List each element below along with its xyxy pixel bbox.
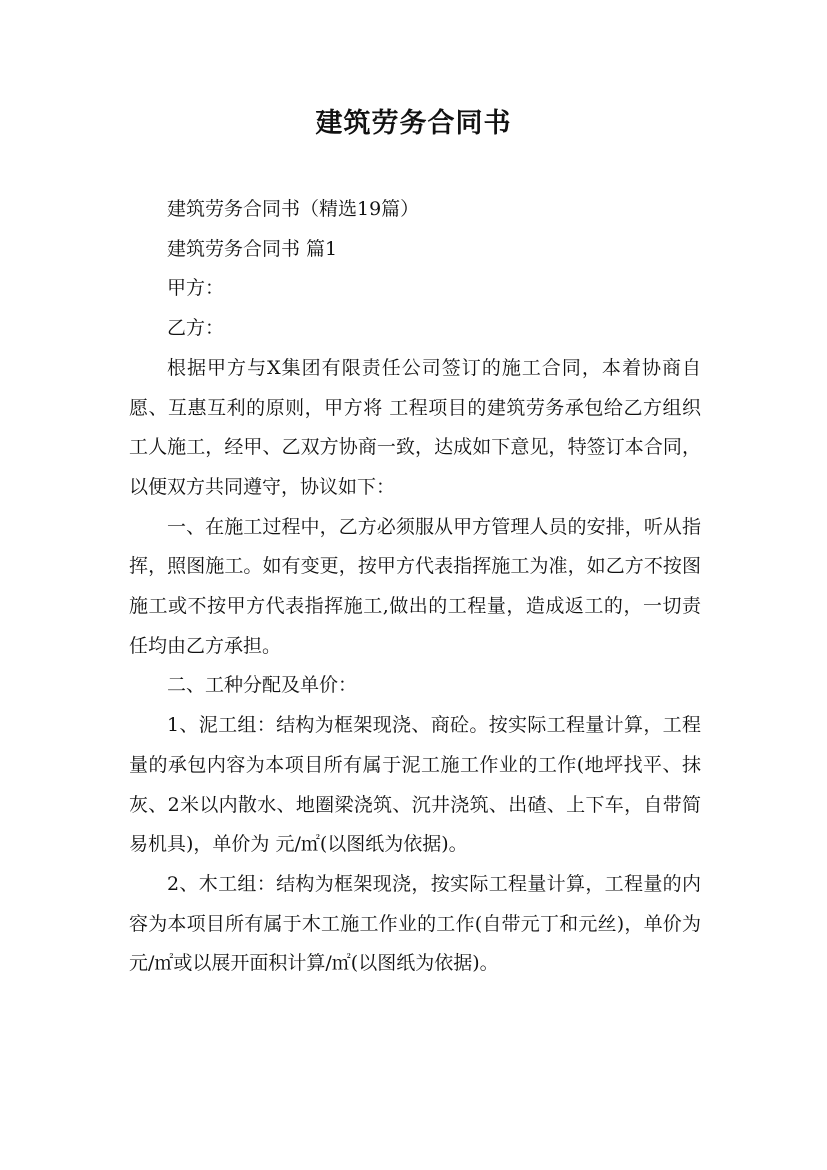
document-body — [129, 190, 701, 984]
paragraph-carpentry-group: 2、木工组：结构为框架现浇，按实际工程量计算，工程量的内容为本项目所有属于木工施工作业的工作(自带元丁和元丝)，单价为 元/㎡或以展开面积计算/㎡(以图纸为依据)。 — [129, 872, 701, 975]
paragraph-party-b: 乙方： — [167, 317, 225, 340]
document-title: 建筑劳务合同书 — [315, 108, 512, 139]
paragraph-party-a: 甲方： — [167, 277, 225, 300]
paragraph-section-heading: 建筑劳务合同书 篇1 — [167, 237, 338, 260]
paragraph-subtitle: 建筑劳务合同书（精选19篇） — [167, 198, 420, 220]
paragraph-preamble: 根据甲方与X集团有限责任公司签订的施工合同，本着协商自愿、互惠互利的原则，甲方将 工程项目的建筑劳务承包给乙方组织工人施工，经甲、乙双方协商一致，达成如下意见，特签订本合同，以便双方共同遵守，协议如下： — [129, 356, 701, 498]
paragraph-clause-2-heading: 二、工种分配及单价： — [167, 674, 358, 697]
paragraph-clause-1: 一、在施工过程中，乙方必须服从甲方管理人员的安排，听从指挥，照图施工。如有变更，按甲方代表指挥施工为准，如乙方不按图施工或不按甲方代表指挥施工,做出的工程量，造成返工的，一切责任均由乙方承担。 — [129, 515, 701, 657]
paragraph-masonry-group: 1、泥工组：结构为框架现浇、商砼。按实际工程量计算，工程量的承包内容为本项目所有属于泥工施工作业的工作(地坪找平、抹灰、2米以内散水、地圈梁浇筑、沉井浇筑、出碴、上下车，自带简易机具)，单价为 元/㎡(以图纸为依据)。 — [129, 714, 701, 856]
